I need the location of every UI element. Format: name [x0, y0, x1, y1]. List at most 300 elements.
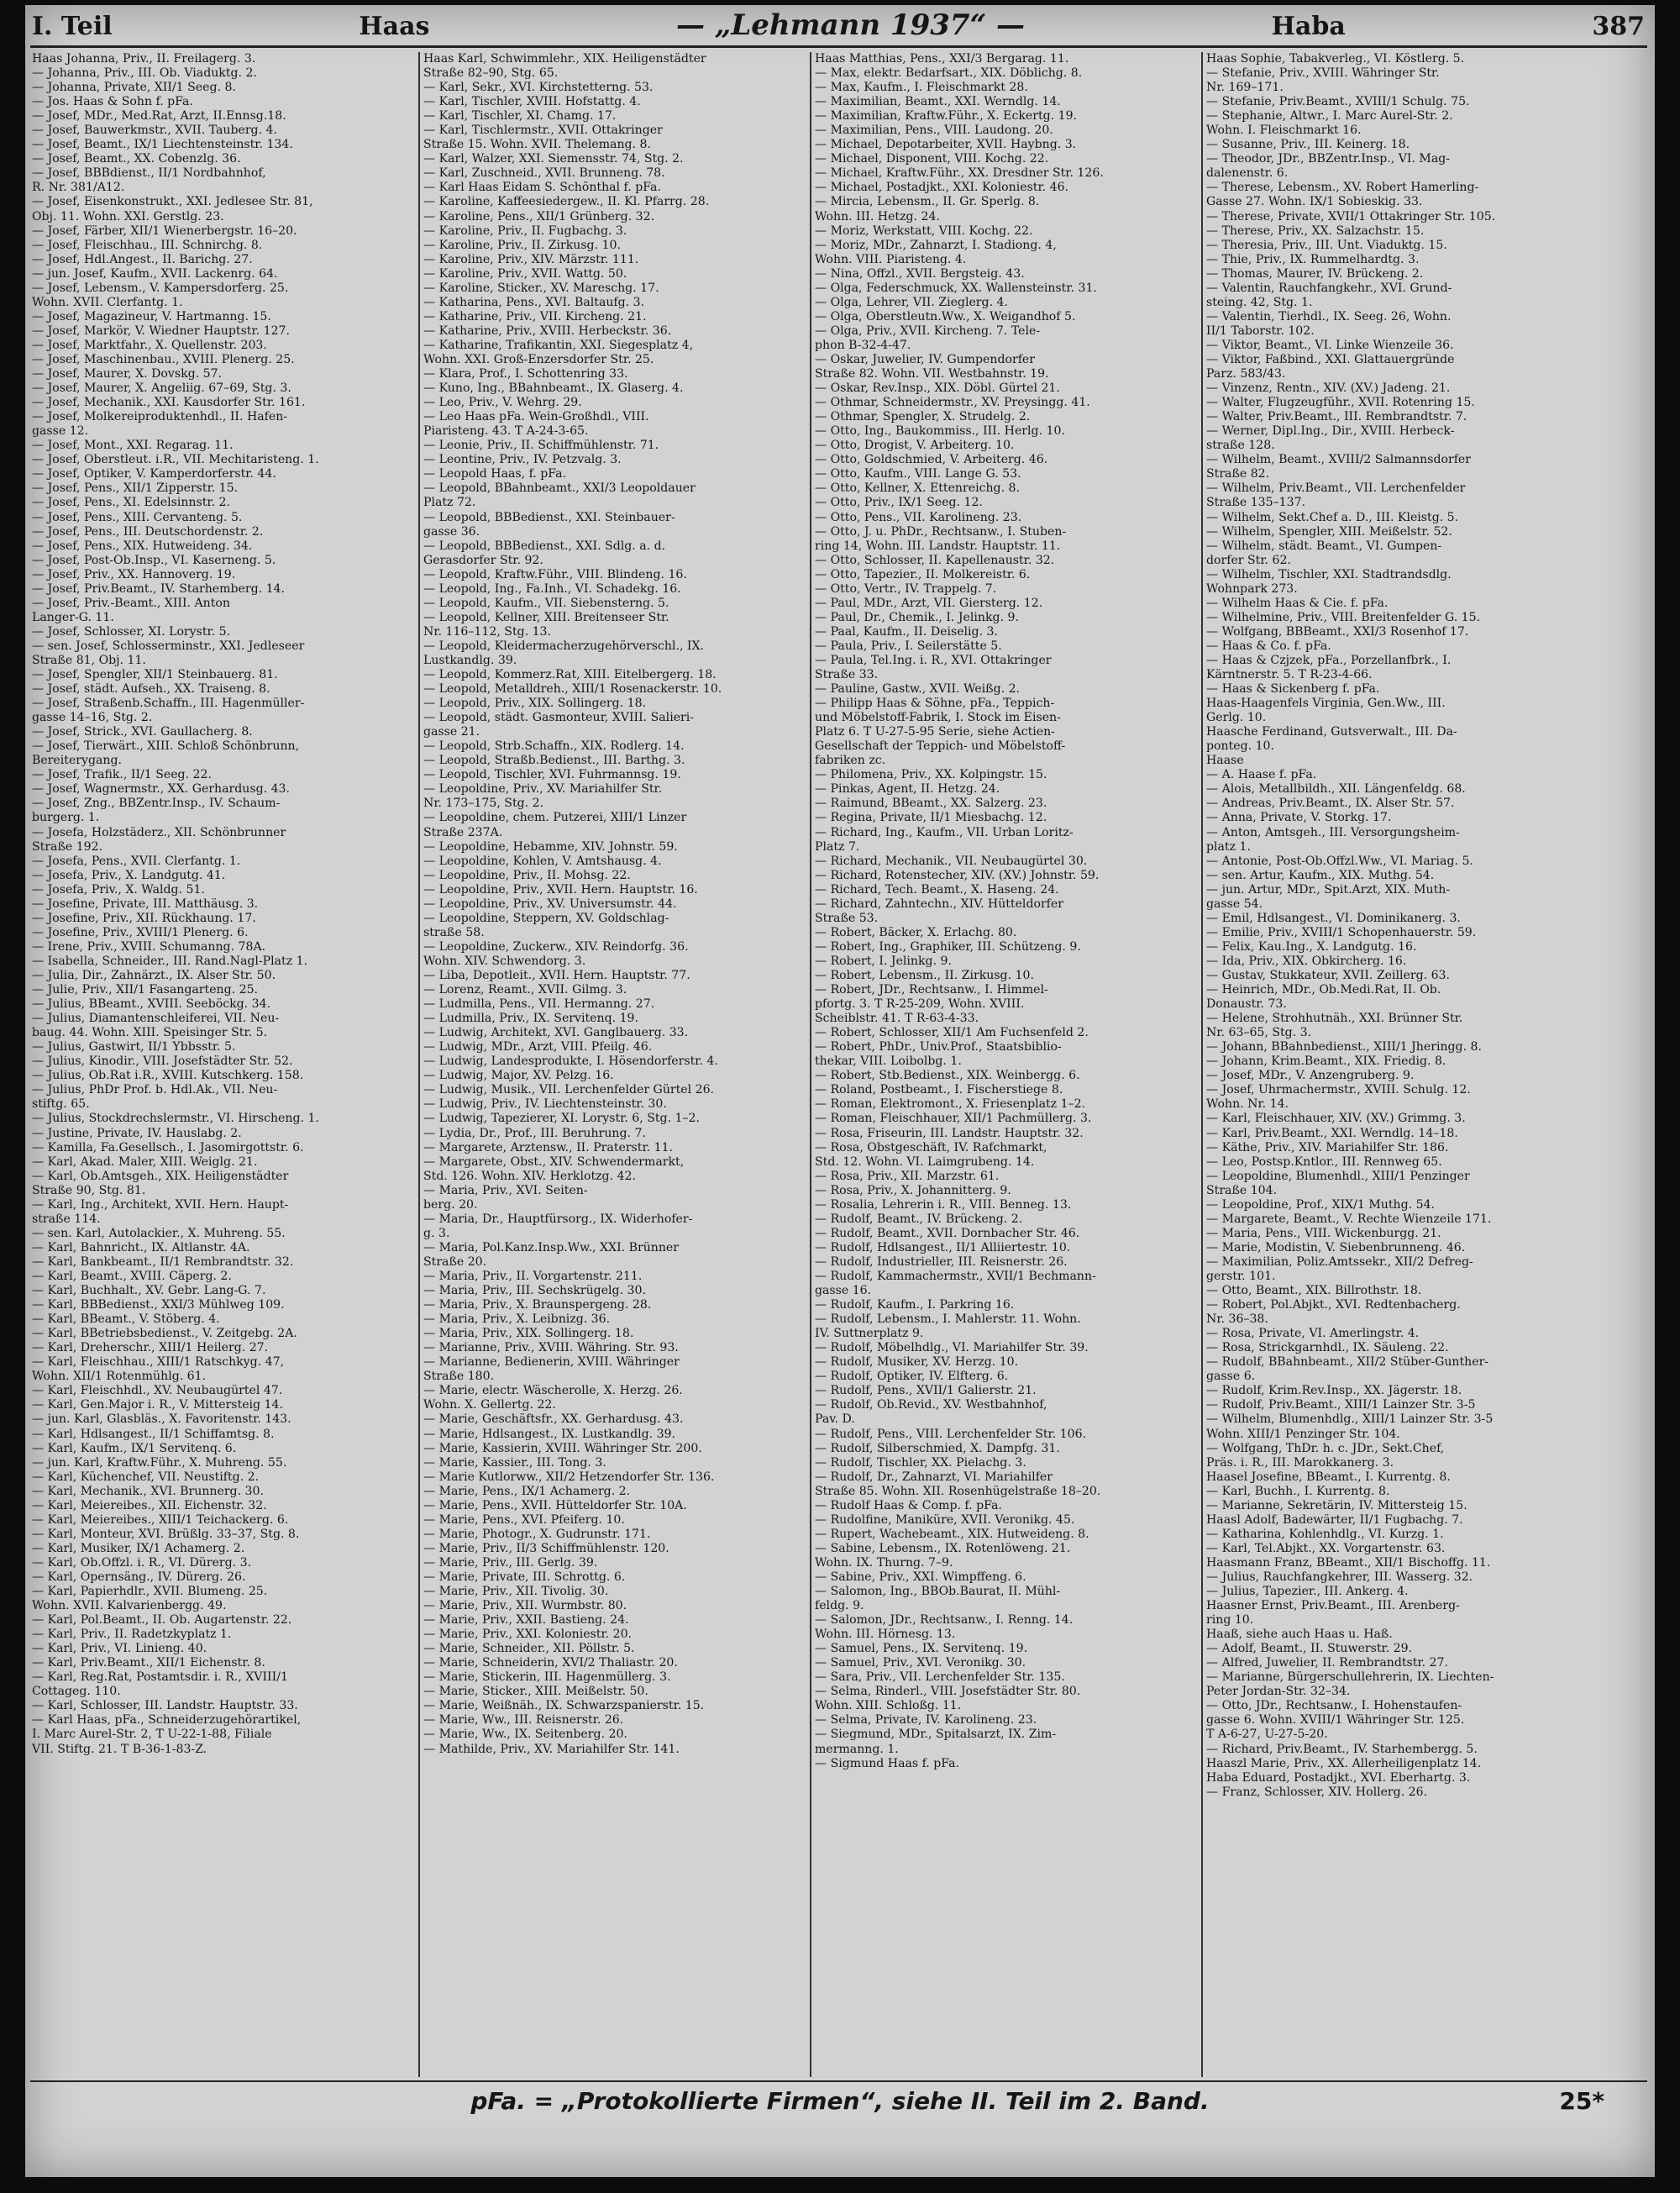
directory-entry: — Karl, Bahnricht., IX. Altlanstr. 4A. [32, 1240, 250, 1254]
directory-entry: Platz 7. [815, 839, 860, 854]
directory-entry: — Klara, Prof., I. Schottenring 33. [423, 367, 628, 381]
directory-entry: — Josef, Uhrmachermstr., XVIII. Schulg. 12. [1206, 1083, 1471, 1097]
running-header [32, 8, 1645, 42]
directory-entry: — Richard, Priv.Beamt., IV. Starhembergg. 5. [1206, 1742, 1478, 1756]
directory-entry: — Karl, Pol.Beamt., II. Ob. Augartenstr. 22. [32, 1613, 292, 1628]
directory-entry: gasse 36. [423, 524, 480, 539]
directory-entry: Straße 81, Obj. 11. [32, 653, 146, 667]
directory-entry: — Karl, Papierhdlr., XVII. Blumeng. 25. [32, 1585, 268, 1599]
directory-entry: — Marianne, Bedienerin, XVIII. Währinger [423, 1355, 680, 1370]
directory-entry: — Josef, Spengler, XII/1 Steinbauerg. 81. [32, 668, 278, 682]
directory-entry: — Marie, Kassierin, XVIII. Währinger Str. 200. [423, 1441, 702, 1455]
directory-entry: — Maria, Pol.Kanz.Insp.Ww., XXI. Brünner [423, 1240, 680, 1254]
directory-entry: — Otto, Vertr., IV. Trappelg. 7. [815, 581, 997, 596]
directory-entry: — Karl, Küchenchef, VII. Neustiftg. 2. [32, 1470, 260, 1484]
directory-entry: — Philomena, Priv., XX. Kolpingstr. 15. [815, 768, 1047, 782]
directory-entry: berg. 20. [423, 1197, 478, 1212]
directory-entry: — Maria, Priv., II. Vorgartenstr. 211. [423, 1269, 643, 1283]
directory-entry: — Maria, Dr., Hauptfürsorg., IX. Widerhofer- [423, 1212, 693, 1226]
directory-entry: Straße 82–90, Stg. 65. [423, 66, 559, 81]
directory-entry: — Rosa, Priv., XII. Marzstr. 61. [815, 1169, 1000, 1183]
directory-entry: — Ludwig, Priv., IV. Liechtensteinstr. 30. [423, 1097, 667, 1112]
directory-entry: — Maria, Priv., XVI. Seiten- [423, 1183, 588, 1197]
directory-entry: — Otto, Tapezier., II. Molkereistr. 6. [815, 567, 1031, 581]
directory-entry: ring 14, Wohn. III. Landstr. Hauptstr. 11. [815, 539, 1061, 553]
directory-entry: — Maximilian, Beamt., XXI. Werndlg. 14. [815, 95, 1061, 109]
directory-entry: — Marie, Weißnäh., IX. Schwarzspanierstr. 15. [423, 1699, 705, 1713]
directory-entry: Wohn. XII/1 Rotenmühlg. 61. [32, 1370, 207, 1384]
directory-entry: — Julius, Ob.Rat i.R., XVIII. Kutschkerg. 158. [32, 1069, 304, 1083]
directory-entry: Scheiblstr. 41. T R-63-4-33. [815, 1012, 979, 1026]
directory-entry: — Josef, Schlosser, XI. Lorystr. 5. [32, 624, 231, 639]
directory-entry: straße 58. [423, 925, 485, 939]
directory-entry: gerstr. 101. [1206, 1269, 1276, 1283]
directory-entry: — Marie, Priv., XXII. Bastieng. 24. [423, 1613, 629, 1628]
directory-entry: — Oskar, Juwelier, IV. Gumpendorfer [815, 352, 1036, 366]
directory-entry: — Othmar, Schneidermstr., XV. Preysingg. 41. [815, 396, 1090, 410]
directory-entry: — Roman, Fleischhauer, XII/1 Pachmüllerg. 3. [815, 1112, 1092, 1126]
directory-entry: — Ludwig, Architekt, XVI. Ganglbauerg. 33. [423, 1026, 689, 1040]
directory-entry: — Josef, Molkereiproduktenhdl., II. Hafen- [32, 410, 288, 424]
directory-entry: Straße 53. [815, 911, 879, 925]
directory-entry: — Karl, Tischlermstr., XVII. Ottakringer [423, 124, 663, 138]
directory-entry: — Michael, Kraftw.Führ., XX. Dresdner Str. 126. [815, 166, 1104, 181]
header-right-word: Haba [1271, 12, 1346, 41]
directory-entry: — Maria, Priv., X. Braunspergeng. 28. [423, 1298, 652, 1312]
directory-entry: Gasse 27. Wohn. IX/1 Sobieskig. 33. [1206, 195, 1423, 209]
directory-entry: — Haas & Czjzek, pFa., Porzellanfbrk., I. [1206, 653, 1452, 667]
directory-entry: — Marie, Priv., XII. Tivolig. 30. [423, 1585, 609, 1599]
directory-entry: dorfer Str. 62. [1206, 553, 1291, 567]
directory-entry: — Karl, Meiereibes., XII. Eichenstr. 32. [32, 1498, 267, 1512]
directory-entry: — Karl, Walzer, XXI. Siemensstr. 74, Stg. 2. [423, 152, 684, 166]
directory-entry: — Otto, Ing., Baukommiss., III. Herlg. 10. [815, 424, 1065, 439]
footer-note: pFa. = „Protokollierte Firmen“, siehe II. Teil im 2. Band. [470, 2087, 1210, 2115]
directory-entry: — Rudolf, Industrieller, III. Reisnerstr. 26. [815, 1254, 1068, 1269]
directory-entry: Haasner Ernst, Priv.Beamt., III. Arenberg- [1206, 1599, 1460, 1613]
directory-entry: — Julius, BBeamt., XVIII. Seeböckg. 34. [32, 997, 271, 1012]
directory-entry: — Leopoldine, Blumenhdl., XIII/1 Penzinger [1206, 1169, 1470, 1183]
directory-entry: Obj. 11. Wohn. XXI. Gerstlg. 23. [32, 209, 224, 224]
directory-entry: Straße 82. Wohn. VII. Westbahnstr. 19. [815, 367, 1049, 381]
directory-entry: Straße 85. Wohn. XII. Rosenhügelstraße 18–20. [815, 1484, 1101, 1498]
directory-entry: — Therese, Private, XVII/1 Ottakringer Str. 105. [1206, 209, 1496, 224]
directory-entry: — Leopold Haas, f. pFa. [423, 467, 566, 481]
directory-entry: — Karl, BBeamt., V. Stöberg. 4. [32, 1312, 220, 1327]
directory-entry: — Olga, Federschmuck, XX. Wallensteinstr. 31. [815, 281, 1097, 295]
directory-entry: — A. Haase f. pFa. [1206, 768, 1317, 782]
directory-entry: — Karoline, Priv., XVII. Wattg. 50. [423, 266, 627, 281]
directory-entry: Donaustr. 73. [1206, 997, 1287, 1012]
directory-entry: — Karl, Sekr., XVI. Kirchstetterng. 53. [423, 81, 654, 95]
directory-entry: — Max, elektr. Bedarfsart., XIX. Döblichg. 8. [815, 66, 1083, 81]
directory-entry: — Michael, Postadjkt., XXI. Koloniestr. 46. [815, 181, 1069, 195]
directory-entry: — Karl, Priv.Beamt., XXI. Werndlg. 14–18. [1206, 1126, 1458, 1140]
directory-entry: — Josefa, Priv., X. Waldg. 51. [32, 882, 205, 897]
directory-entry: Wohn. XVII. Kalvarienbergg. 49. [32, 1599, 227, 1613]
directory-entry: — Wilhelm, Spengler, XIII. Meißelstr. 52. [1206, 524, 1452, 539]
directory-entry: feldg. 9. [815, 1599, 864, 1613]
directory-entry: — Johanna, Priv., III. Ob. Viaduktg. 2. [32, 66, 257, 81]
directory-entry: — Josef, Priv.Beamt., IV. Starhemberg. 14. [32, 581, 285, 596]
directory-entry: — Paal, Kaufm., II. Deiselig. 3. [815, 624, 998, 639]
directory-entry: — Karl, Monteur, XVI. Brüßlg. 33–37, Stg. 8. [32, 1527, 300, 1541]
directory-entry: — Josef, Tierwärt., XIII. Schloß Schönbrunn, [32, 739, 300, 754]
directory-entry: Piaristeng. 43. T A-24-3-65. [423, 424, 589, 439]
directory-entry: Std. 12. Wohn. VI. Laimgrubeng. 14. [815, 1154, 1035, 1169]
directory-entry: — Ludwig, Major, XV. Pelzg. 16. [423, 1069, 614, 1083]
directory-entry: — Leopoldine, Steppern, XV. Goldschlag- [423, 911, 669, 925]
column-divider [1201, 52, 1203, 2077]
directory-entry: — Julius, Gastwirt, II/1 Ybbsstr. 5. [32, 1040, 236, 1054]
directory-entry: — Karl, Fleischhdl., XV. Neubaugürtel 47. [32, 1384, 283, 1398]
directory-entry: — Wolfgang, BBBeamt., XXI/3 Rosenhof 17. [1206, 624, 1469, 639]
directory-entry: — Haas & Co. f. pFa. [1206, 639, 1331, 653]
directory-entry: — Josef, Priv.-Beamt., XIII. Anton [32, 596, 230, 610]
directory-entry: — Karl, Buchh., I. Kurrentg. 8. [1206, 1484, 1390, 1498]
directory-entry: — Josef, Straßenb.Schaffn., III. Hagenmüller- [32, 697, 305, 711]
directory-entry: Straße 33. [815, 668, 879, 682]
directory-entry: — jun. Karl, Kraftw.Führ., X. Muhreng. 55. [32, 1455, 287, 1470]
directory-entry: — Wilhelm, Tischler, XXI. Stadtrandsdlg. [1206, 567, 1452, 581]
directory-entry: — Ludmilla, Pens., VII. Hermanng. 27. [423, 997, 655, 1012]
directory-entry: — Karl, Ing., Architekt, XVII. Hern. Haupt- [32, 1197, 289, 1212]
directory-entry: — Karl, Beamt., XVIII. Cäperg. 2. [32, 1269, 232, 1283]
directory-entry: Std. 126. Wohn. XIV. Herklotzg. 42. [423, 1169, 636, 1183]
directory-entry: — Marie, Priv., II/3 Schiffmühlenstr. 120. [423, 1541, 669, 1555]
directory-entry: Haas Johanna, Priv., II. Freilagerg. 3. [32, 52, 256, 66]
directory-entry: — Andreas, Priv.Beamt., IX. Alser Str. 57. [1206, 797, 1455, 811]
directory-entry: — Robert, Bäcker, X. Erlachg. 80. [815, 925, 1017, 939]
directory-entry: — Josef, Beamt., IX/1 Liechtensteinstr. 134. [32, 138, 293, 152]
directory-entry: — Karl, Tel.Abjkt., XX. Vorgartenstr. 63. [1206, 1541, 1446, 1555]
directory-entry: — Karl, Zuschneid., XVII. Brunneng. 78. [423, 166, 665, 181]
directory-entry: — Sabine, Lebensm., IX. Rotenlöweng. 21. [815, 1541, 1071, 1555]
directory-entry: VII. Stiftg. 21. T B-36-1-83-Z. [32, 1742, 207, 1756]
directory-entry: Nr. 173–175, Stg. 2. [423, 797, 544, 811]
directory-entry: — Marianne, Priv., XVIII. Währing. Str. 93. [423, 1341, 679, 1355]
directory-entry: — Valentin, Tierhdl., IX. Seeg. 26, Wohn. [1206, 309, 1452, 323]
directory-entry: — Karl, Bankbeamt., II/1 Rembrandtstr. 32. [32, 1254, 294, 1269]
directory-entry: — Pinkas, Agent, II. Hetzg. 24. [815, 782, 1000, 797]
directory-entry: — Susanne, Priv., III. Keinerg. 18. [1206, 138, 1410, 152]
directory-entry: Wohn. III. Hetzg. 24. [815, 209, 940, 224]
directory-entry: — Viktor, Faßbind., XXI. Glattauergründe [1206, 352, 1455, 366]
page-number: 387 [1592, 12, 1645, 41]
directory-entry: — Katharine, Priv., XVIII. Herbeckstr. 36. [423, 323, 672, 338]
directory-entry: — Josef, Pens., XI. Edelsinnstr. 2. [32, 496, 231, 510]
directory-entry: — Rudolf, Ob.Revid., XV. Westbahnhof, [815, 1398, 1047, 1412]
directory-entry: — Rudolf, Priv.Beamt., XIII/1 Lainzer Str. 3-5 [1206, 1398, 1476, 1412]
directory-entry: — Marianne, Sekretärin, IV. Mittersteig 15. [1206, 1498, 1467, 1512]
directory-entry: — Josefa, Pens., XVII. Clerfantg. 1. [32, 854, 241, 868]
directory-entry: — Julius, Tapezier., III. Ankerg. 4. [1206, 1585, 1409, 1599]
directory-entry: — Otto, Kellner, X. Ettenreichg. 8. [815, 481, 1020, 496]
part-label: I. Teil [32, 12, 113, 41]
directory-entry: — Robert, Pol.Abjkt., XVI. Redtenbacherg. [1206, 1298, 1461, 1312]
directory-entry: — Ludmilla, Priv., IX. Servitenq. 19. [423, 1012, 638, 1026]
directory-entry: — Walter, Priv.Beamt., III. Rembrandtstr. 7. [1206, 410, 1467, 424]
directory-entry: — Karl, Buchhalt., XV. Gebr. Lang-G. 7. [32, 1284, 266, 1298]
directory-entry: Wohn. VIII. Piaristeng. 4. [815, 252, 967, 266]
directory-entry: — Leopoldine, Priv., XV. Mariahilfer Str. [423, 782, 663, 797]
directory-entry: — Regina, Private, II/1 Miesbachg. 12. [815, 811, 1047, 825]
directory-entry: — Ida, Priv., XIX. Obkircherg. 16. [1206, 954, 1407, 968]
directory-entry: Wohn. XIV. Schwendorg. 3. [423, 954, 586, 968]
directory-entry: — Felix, Kau.Ing., X. Landgutg. 16. [1206, 939, 1417, 954]
directory-entry: — Leopoldine, chem. Putzerei, XIII/1 Linzer [423, 811, 687, 825]
directory-entry: — Rudolf, Kaufm., I. Parkring 16. [815, 1298, 1015, 1312]
directory-entry: — Rosa, Private, VI. Amerlingstr. 4. [1206, 1327, 1420, 1341]
directory-entry: — Karl, Schlosser, III. Landstr. Hauptstr. 33. [32, 1699, 298, 1713]
directory-entry: — Leontine, Priv., IV. Petzvalg. 3. [423, 453, 622, 467]
directory-entry: — Roman, Elektromont., X. Friesenplatz 1–2. [815, 1097, 1086, 1112]
directory-entry: — Julie, Priv., XII/1 Fasangarteng. 25. [32, 983, 259, 997]
directory-entry: — Josefa, Priv., X. Landgutg. 41. [32, 868, 226, 882]
directory-entry: — Sabine, Priv., XXI. Wimpffeng. 6. [815, 1570, 1026, 1584]
directory-entry: Wohnpark 273. [1206, 581, 1298, 596]
directory-entry: — Margarete, Obst., XIV. Schwendermarkt, [423, 1154, 685, 1169]
directory-entry: — Marie, Pens., XVI. Pfeiferg. 10. [423, 1512, 625, 1527]
directory-entry: — Karoline, Kaffeesiedergew., II. Kl. Pfarrg. 28. [423, 195, 710, 209]
directory-entry: — sen. Karl, Autolackier., X. Muhreng. 55. [32, 1226, 286, 1240]
directory-entry: — Josef, Magazineur, V. Hartmanng. 15. [32, 309, 271, 323]
directory-entry: Pav. D. [815, 1412, 855, 1427]
column-divider [418, 52, 420, 2077]
directory-entry: — Isabella, Schneider., III. Rand.Nagl-Platz 1. [32, 954, 308, 968]
directory-entry: — Wilhelm, Priv.Beamt., VII. Lerchenfelder [1206, 481, 1466, 496]
directory-entry: — Rudolf, Tischler, XX. Pielachg. 3. [815, 1455, 1026, 1470]
directory-entry: — Otto, J. u. PhDr., Rechtsanw., I. Stuben- [815, 524, 1067, 539]
directory-entry: — Josef, Lebensm., V. Kampersdorferg. 25. [32, 281, 289, 295]
directory-entry: Wohn. IX. Thurng. 7–9. [815, 1555, 953, 1570]
directory-entry: — Karoline, Priv., II. Zirkusg. 10. [423, 238, 621, 252]
directory-entry: — Josef, städt. Aufseh., XX. Traiseng. 8. [32, 682, 270, 697]
directory-entry: — Julius, Kinodir., VIII. Josefstädter Str. 52. [32, 1054, 293, 1069]
directory-entry: — Siegmund, MDr., Spitalsarzt, IX. Zim- [815, 1728, 1057, 1742]
directory-entry: — Ludwig, MDr., Arzt, VIII. Pfeilg. 46. [423, 1040, 653, 1054]
directory-entry: Haasche Ferdinand, Gutsverwalt., III. Da- [1206, 725, 1457, 739]
directory-entry: — Karl Haas, pFa., Schneiderzugehörartikel, [32, 1713, 302, 1728]
directory-entry: — Leopold, BBBedienst., XXI. Sdlg. a. d. [423, 539, 666, 553]
directory-entry: — Robert, PhDr., Univ.Prof., Staatsbiblio- [815, 1040, 1062, 1054]
directory-entry: — Karl, BBBedienst., XXI/3 Mühlweg 109. [32, 1298, 285, 1312]
directory-entry: — Otto, Pens., VII. Karolineng. 23. [815, 510, 1022, 524]
directory-entry: burgerg. 1. [32, 811, 100, 825]
directory-entry: — Josefine, Priv., XVIII/1 Plenerg. 6. [32, 925, 249, 939]
directory-entry: — Josef, Wagnermstr., XX. Gerhardusg. 43. [32, 782, 290, 797]
directory-entry: Nr. 116–112, Stg. 13. [423, 624, 552, 639]
directory-entry: — Leo, Postsp.Kntlor., III. Rennweg 65. [1206, 1154, 1442, 1169]
directory-entry: — Karoline, Priv., XIV. Märzstr. 111. [423, 252, 639, 266]
directory-entry: — Karl, Priv., VI. Linieng. 40. [32, 1642, 207, 1656]
directory-entry: Haasel Josefine, BBeamt., I. Kurrentg. 8. [1206, 1470, 1451, 1484]
directory-entry: Haase [1206, 754, 1244, 768]
directory-entry: — Richard, Rotenstecher, XIV. (XV.) Johnstr. 59. [815, 868, 1100, 882]
directory-entry: — Maria, Pens., VIII. Wickenburgg. 21. [1206, 1226, 1441, 1240]
directory-entry: Wohn. Nr. 14. [1206, 1097, 1289, 1112]
directory-entry: Nr. 36–38. [1206, 1312, 1268, 1327]
directory-entry: gasse 6. [1206, 1370, 1256, 1384]
directory-entry: — Josef, Strick., XVI. Gaullacherg. 8. [32, 725, 253, 739]
directory-entry: — Josefine, Priv., XII. Rückhaung. 17. [32, 911, 256, 925]
directory-entry: — Margarete, Beamt., V. Rechte Wienzeile 171. [1206, 1212, 1492, 1226]
directory-entry: — Marie, Pens., IX/1 Achamerg. 2. [423, 1484, 631, 1498]
header-left-word: Haas [359, 12, 430, 41]
directory-entry: — Otto, Priv., IX/1 Seeg. 12. [815, 496, 983, 510]
directory-entry: — Richard, Zahntechn., XIV. Hütteldorfer [815, 897, 1063, 911]
directory-entry: — Pauline, Gastw., XVII. Weißg. 2. [815, 682, 1021, 697]
directory-entry: — Robert, Lebensm., II. Zirkusg. 10. [815, 969, 1034, 982]
directory-entry: — sen. Artur, Kaufm., XIX. Muthg. 54. [1206, 868, 1435, 882]
directory-entry: — Josef, Trafik., II/1 Seeg. 22. [32, 768, 212, 782]
directory-entry: thekar, VIII. Loibolbg. 1. [815, 1054, 962, 1069]
directory-entry: — Maria, Priv., III. Sechskrügelg. 30. [423, 1284, 646, 1298]
directory-entry: — Wilhelm Haas & Cie. f. pFa. [1206, 596, 1389, 610]
directory-entry: — Marie, Modistin, V. Siebenbrunneng. 46. [1206, 1240, 1466, 1254]
directory-entry: — Rudolf, Möbelhdlg., VI. Mariahilfer Str. 39. [815, 1341, 1089, 1355]
directory-entry: — Karl, Dreherschr., XIII/1 Heilerg. 27. [32, 1341, 269, 1355]
directory-entry: — Richard, Tech. Beamt., X. Haseng. 24. [815, 882, 1059, 897]
directory-entry: — Leopoldine, Zuckerw., XIV. Reindorfg. 36. [423, 939, 689, 954]
directory-entry: — Maximilian, Poliz.Amtssekr., XII/2 Defreg- [1206, 1254, 1473, 1269]
directory-entry: Nr. 169–171. [1206, 81, 1284, 95]
directory-entry: — Adolf, Beamt., II. Stuwerstr. 29. [1206, 1642, 1413, 1656]
directory-entry: — Samuel, Priv., XVI. Veronikg. 30. [815, 1656, 1026, 1670]
directory-entry: — Leopoldine, Priv., XVII. Hern. Hauptstr. 16. [423, 882, 698, 897]
directory-entry: — Josefa, Holzstäderz., XII. Schönbrunner [32, 825, 286, 839]
directory-entry: — Marie, Stickerin, III. Hagenmüllerg. 3. [423, 1670, 671, 1685]
directory-entry: Haas Karl, Schwimmlehr., XIX. Heiligenstädter [423, 52, 706, 66]
directory-entry: — Justine, Private, IV. Hauslabg. 2. [32, 1126, 242, 1140]
directory-page [25, 5, 1655, 2177]
directory-entry: Kärntnerstr. 5. T R-23-4-66. [1206, 668, 1373, 682]
directory-entry: — Leopold, Ing., Fa.Inh., VI. Schadekg. 16. [423, 581, 681, 596]
directory-entry: — Irene, Priv., XVIII. Schumanng. 78A. [32, 939, 266, 954]
directory-entry: Wohn. I. Fleischmarkt 16. [1206, 124, 1362, 138]
directory-entry: Lustkandlg. 39. [423, 653, 517, 667]
directory-entry: — Julia, Dir., Zahnärzt., IX. Alser Str. 50. [32, 969, 276, 982]
directory-entry: — Sara, Priv., VII. Lerchenfelder Str. 135. [815, 1670, 1065, 1685]
directory-entry: — Michael, Disponent, VIII. Kochg. 22. [815, 152, 1049, 166]
directory-entry: — Rudolf, BBahnbeamt., XII/2 Stüber-Gunther- [1206, 1355, 1489, 1370]
directory-entry: — Rudolf, Hdlsangest., II/1 Alliiertestr. 10. [815, 1240, 1071, 1254]
directory-entry: — Ludwig, Tapezierer, XI. Lorystr. 6, Stg. 1–2. [423, 1112, 700, 1126]
directory-entry: — Josef, Maurer, X. Angeliig. 67–69, Stg. 3. [32, 381, 291, 396]
directory-entry: — Valentin, Rauchfangkehr., XVI. Grund- [1206, 281, 1452, 295]
directory-entry: — Marie, Priv., XII. Wurmbstr. 80. [423, 1599, 627, 1613]
directory-entry: — Johann, BBahnbedienst., XIII/1 Jheringg. 8. [1206, 1040, 1482, 1054]
directory-entry: — Marie, Schneider., XII. Pöllstr. 5. [423, 1642, 635, 1656]
directory-entry: — Karl, Priv.Beamt., XII/1 Eichenstr. 8. [32, 1656, 265, 1670]
directory-entry: — Paul, Dr., Chemik., I. Jelinkg. 9. [815, 610, 1019, 624]
column-2 [423, 52, 808, 2077]
directory-entry: — Othmar, Spengler, X. Strudelg. 2. [815, 410, 1031, 424]
directory-entry: — Maximilian, Pens., VIII. Laudong. 20. [815, 124, 1053, 138]
directory-entry: — Karl, Akad. Maler, XIII. Weiglg. 21. [32, 1154, 258, 1169]
directory-entry: — Walter, Flugzeugführ., XVII. Rotenring 15. [1206, 396, 1475, 410]
directory-entry: Straße 192. [32, 839, 103, 854]
directory-entry: — Robert, JDr., Rechtsanw., I. Himmel- [815, 983, 1048, 997]
directory-entry: — Heinrich, MDr., Ob.Medi.Rat, II. Ob. [1206, 983, 1441, 997]
directory-entry: Wohn. XXI. Groß-Enzersdorfer Str. 25. [423, 352, 654, 366]
directory-entry: Straße 104. [1206, 1183, 1278, 1197]
directory-entry: — Selma, Rinderl., VIII. Josefstädter Str. 80. [815, 1685, 1081, 1699]
directory-entry: — Josef, Maurer, X. Dovskg. 57. [32, 367, 223, 381]
directory-entry: gasse 12. [32, 424, 89, 439]
directory-entry: — Kamilla, Fa.Gesellsch., I. Jasomirgottstr. 6. [32, 1140, 304, 1154]
directory-entry: — Josef, Fleischhau., III. Schnirchg. 8. [32, 238, 263, 252]
directory-entry: — Lydia, Dr., Prof., III. Beruhrung. 7. [423, 1126, 646, 1140]
directory-entry: — Michael, Depotarbeiter, XVII. Haybng. 3. [815, 138, 1077, 152]
directory-entry: Cottageg. 110. [32, 1685, 121, 1699]
directory-entry: — Marie, Kassier., III. Tong. 3. [423, 1455, 606, 1470]
directory-entry: — Olga, Lehrer, VII. Zieglerg. 4. [815, 295, 1008, 309]
directory-entry: — Vinzenz, Rentn., XIV. (XV.) Jadeng. 21. [1206, 381, 1451, 396]
directory-entry: — Josefine, Private, III. Matthäusg. 3. [32, 897, 259, 911]
directory-entry: — Robert, I. Jelinkg. 9. [815, 954, 952, 968]
directory-entry: — Rudolf Haas & Comp. f. pFa. [815, 1498, 1002, 1512]
directory-entry: Langer-G. 11. [32, 610, 114, 624]
directory-entry: dalenenstr. 6. [1206, 166, 1289, 181]
directory-entry: gasse 54. [1206, 897, 1263, 911]
directory-entry: — Selma, Private, IV. Karolineng. 23. [815, 1713, 1037, 1728]
directory-entry: — Leopold, Priv., XIX. Sollingerg. 18. [423, 697, 647, 711]
directory-entry: — Otto, Kaufm., VIII. Lange G. 53. [815, 467, 1021, 481]
directory-entry: — Johann, Krim.Beamt., XIX. Friedig. 8. [1206, 1054, 1446, 1069]
directory-entry: — Margarete, Arztensw., II. Praterstr. 11. [423, 1140, 674, 1154]
directory-entry: und Möbelstoff-Fabrik, I. Stock im Eisen- [815, 711, 1061, 725]
directory-entry: — Karl, Gen.Major i. R., V. Mittersteig 14. [32, 1398, 283, 1412]
directory-entry: — Julius, Rauchfangkehrer, III. Wasserg. 32. [1206, 1570, 1473, 1584]
directory-entry: Wohn. III. Hörnesg. 13. [815, 1628, 956, 1642]
directory-entry: — Alois, Metallbildh., XII. Längenfeldg. 68. [1206, 782, 1466, 797]
directory-entry: — Otto, JDr., Rechtsanw., I. Hohenstaufen- [1206, 1699, 1462, 1713]
directory-entry: gasse 16. [815, 1284, 872, 1298]
directory-entry: — Rosa, Obstgeschäft, IV. Rafchmarkt, [815, 1140, 1047, 1154]
directory-entry: — Rudolf, Kammachermstr., XVII/1 Bechmann- [815, 1269, 1096, 1283]
directory-entry: — Wolfgang, ThDr. h. c. JDr., Sekt.Chef, [1206, 1441, 1445, 1455]
directory-entry: — Katharine, Trafikantin, XXI. Siegesplatz 4, [423, 338, 694, 352]
directory-entry: — Marianne, Bürgerschullehrerin, IX. Liechten- [1206, 1670, 1494, 1685]
directory-entry: — Karl, Musiker, IX/1 Achamerg. 2. [32, 1541, 245, 1555]
directory-entry: — Josef, Pens., XIX. Hutweideng. 34. [32, 539, 253, 553]
directory-entry: — Emilie, Priv., XVIII/1 Schopenhauerstr. 59. [1206, 925, 1477, 939]
directory-entry: steing. 42, Stg. 1. [1206, 295, 1313, 309]
directory-entry: gasse 14–16, Stg. 2. [32, 711, 153, 725]
directory-entry: — Josef, Marktfahr., X. Quellenstr. 203. [32, 338, 267, 352]
directory-entry: — Karl, Priv., II. Radetzkyplatz 1. [32, 1628, 232, 1642]
directory-entry: — Karl, Mechanik., XVI. Brunnerg. 30. [32, 1484, 264, 1498]
directory-entry: — Karl, Meiereibes., XIII/1 Teichackerg. 6. [32, 1512, 289, 1527]
directory-entry: — Josef, Pens., XIII. Cervanteng. 5. [32, 510, 243, 524]
directory-entry: — Karl, Kaufm., IX/1 Servitenq. 6. [32, 1441, 237, 1455]
directory-entry: Platz 72. [423, 496, 476, 510]
directory-entry: — Roland, Postbeamt., I. Fischerstiege 8. [815, 1083, 1063, 1097]
directory-entry: baug. 44. Wohn. XIII. Speisinger Str. 5. [32, 1026, 268, 1040]
column-divider [810, 52, 811, 2077]
directory-entry: straße 128. [1206, 439, 1275, 453]
directory-entry: — Rosalia, Lehrerin i. R., VIII. Benneg. 13. [815, 1197, 1072, 1212]
directory-entry: pfortg. 3. T R-25-209, Wohn. XVIII. [815, 997, 1025, 1012]
directory-entry: — Thie, Priv., IX. Rummelhardtg. 3. [1206, 252, 1420, 266]
directory-entry: — Marie, electr. Wäscherolle, X. Herzg. 26. [423, 1384, 683, 1398]
directory-entry: — Haas & Sickenberg f. pFa. [1206, 682, 1380, 697]
directory-entry: — Therese, Priv., XX. Salzachstr. 15. [1206, 224, 1425, 238]
directory-entry: Straße 237A. [423, 825, 503, 839]
directory-entry: — Therese, Lebensm., XV. Robert Hamerling- [1206, 181, 1479, 195]
directory-entry: — Leopold, städt. Gasmonteur, XVIII. Salieri- [423, 711, 695, 725]
